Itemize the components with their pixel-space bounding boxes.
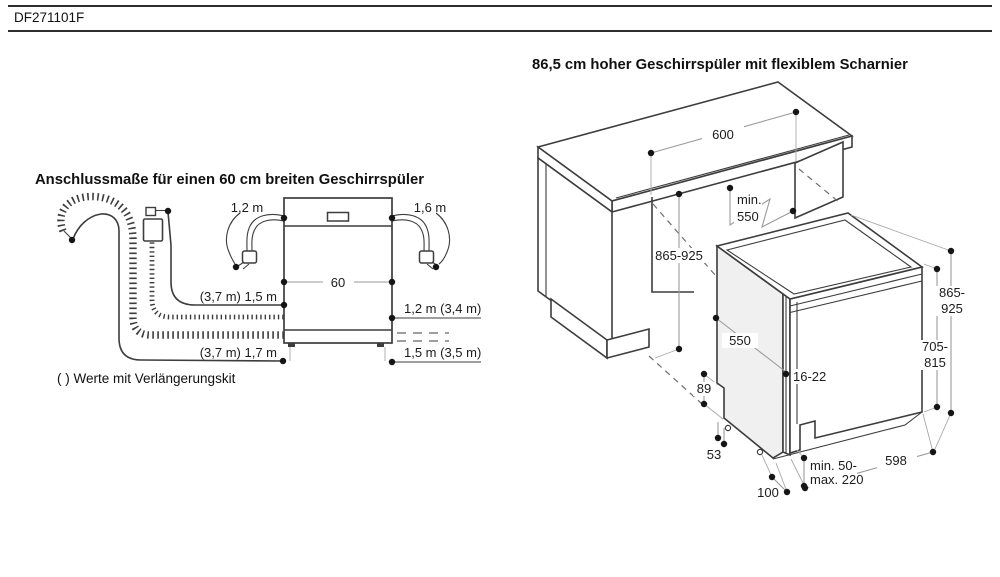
label-niche-depth-1: min.	[737, 192, 762, 207]
niche-hidden-edge	[653, 204, 723, 284]
label-cable-right: 1,6 m	[413, 200, 447, 215]
drain-hose	[61, 196, 290, 335]
label-plinth-1: min. 50-	[810, 458, 857, 473]
label-appliance-depth: 550	[729, 333, 751, 348]
label-door-thickness: 16-22	[793, 369, 827, 384]
label-niche-width: 600	[712, 127, 734, 142]
label-total-height-1: 865-	[938, 285, 966, 300]
label-cable-left: 1,2 m	[230, 200, 264, 215]
installation-diagram-title: 86,5 cm hoher Geschirrspüler mit flexiblem Scharnier	[532, 57, 908, 73]
power-cord-left	[226, 213, 284, 269]
label-right-top: 1,2 m (3,4 m)	[404, 301, 482, 316]
label-plinth-2: max. 220	[810, 472, 864, 487]
plug-left-icon	[243, 251, 257, 263]
connection-diagram-figure	[30, 190, 500, 400]
header-rule-top	[8, 5, 992, 7]
label-niche-height: 865-925	[655, 248, 703, 263]
drain-hose-measure-line	[73, 214, 283, 361]
power-cord-right	[392, 213, 450, 269]
niche-height-dimension	[655, 194, 679, 358]
plug-right-icon	[420, 251, 434, 263]
connection-diagram-title: Anschlussmaße für einen 60 cm breiten Geschirrspüler	[35, 172, 424, 188]
label-niche-depth-2: 550	[737, 209, 759, 224]
label-floor-offset: 100	[757, 485, 779, 500]
label-door-height-2: 815	[924, 355, 946, 370]
label-total-height-2: 925	[941, 301, 963, 316]
extension-kit-note: ( ) Werte mit Verlängerungskit	[57, 371, 236, 386]
header-rule-bottom	[8, 30, 992, 32]
label-hinge-recess: 89	[696, 381, 712, 396]
label-right-bottom: 1,5 m (3,5 m)	[404, 345, 482, 360]
aquastop-valve	[144, 208, 167, 242]
label-base-height: 53	[706, 447, 722, 462]
label-door-height-1: 705-	[921, 339, 949, 354]
label-supply-hose: (3,7 m) 1,5 m	[199, 289, 277, 304]
label-appliance-width: 598	[885, 453, 907, 468]
control-panel-display	[328, 213, 349, 222]
document-code: DF271101F	[14, 10, 85, 25]
label-drain-hose: (3,7 m) 1,7 m	[199, 345, 277, 360]
installation-diagram-figure	[505, 75, 1000, 520]
label-width-60: 60	[330, 275, 346, 290]
